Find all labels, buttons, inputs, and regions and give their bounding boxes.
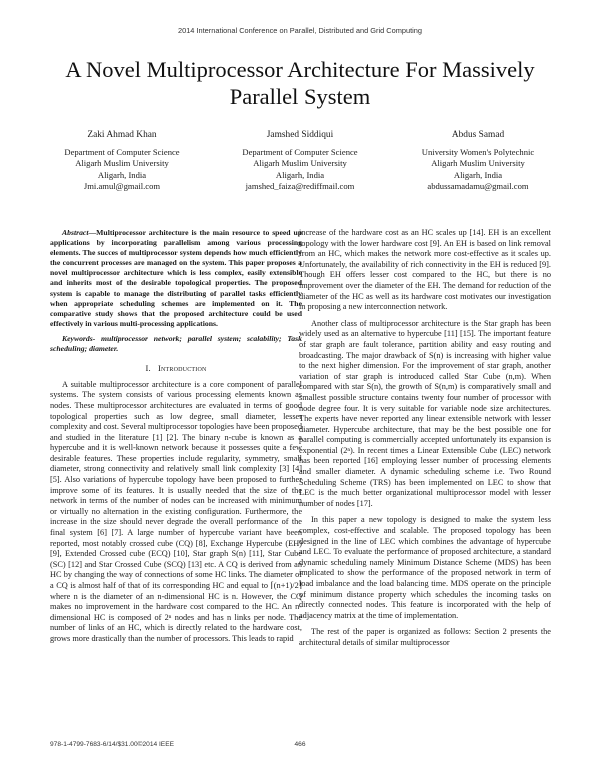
author-block bbox=[38, 130, 562, 193]
section-title: Introduction bbox=[157, 363, 207, 374]
paper-title: A Novel Multiprocessor Architecture For Massively Parallel System bbox=[65, 57, 535, 109]
abstract bbox=[50, 228, 302, 329]
left-column bbox=[50, 228, 302, 645]
author-email: jamshed_faiza@rediffmail.com bbox=[245, 181, 355, 192]
author-email: abdussamadamu@gmail.com bbox=[427, 181, 529, 192]
author-university: Aligarh Muslim University bbox=[253, 158, 347, 169]
abstract-text: —Multiprocessor architecture is the main resource to speed up applications by incorporating parallelism among various processing elements. The succes of multiprocessor system depends how much efficiently the concurrent processes are managed on the system. This paper proposes a novel multiprocessor architecture which is less complex, easily extensible and inherits most of the desirable topological properties. The proposed system is capable to manage the distributing of parallel tasks efficiently when appropriate scheduling schemes are implemented on it. The comparative study shows that the proposed architecture could be used effectively in various multi-processing applications. bbox=[50, 228, 302, 328]
author-2 bbox=[216, 130, 384, 193]
right-column bbox=[299, 228, 551, 649]
author-department: University Women's Polytechnic bbox=[421, 146, 535, 157]
abstract-label: Abstract bbox=[62, 228, 89, 237]
author-department: Department of Computer Science bbox=[64, 146, 180, 157]
body-paragraph: Another class of multiprocessor architecture is the Star graph has been widely used as an alternative to hypercube [11] [15]. The important feature of star graph are fault tolerance, partition ability and easy routing and broadcasting. The major drawback of S(n) is increasing with higher value to the next higher dimension. For the improvement of star graph, another variation of star graph is introduced called Star Cube (n,m). When compared with star S(n), the growth of S(n,m) is comparatively small and smallest possible structure contains twenty four number of processor with node degree four. It is very suitable for variable node size architectures. The experts have never reported any linear extensible network with lesser diameter. Hypercube architecture, that may be the best possible one for parallel computing is commercially accepted unfortunately its expansion is exponential (2ⁿ). In recent times a Linear Extensible Cube (LEC) network has been reported [16] employing lesser number of processing elements and smaller diameter. A dynamic scheduling scheme i.e. Two Round Scheduling Scheme (TRS) has been implemented on LEC to show that LEC is the much better organizational multiprocessor model with lesser number of nodes [17]. bbox=[299, 318, 551, 508]
footer-isbn: 978-1-4799-7683-6/14/$31.00©2014 IEEE bbox=[50, 741, 175, 748]
section-number: I. bbox=[145, 363, 151, 374]
author-city: Aligarh, India bbox=[97, 169, 147, 180]
section-heading bbox=[50, 363, 302, 374]
body-paragraph: increase of the hardware cost as an HC scales up [14]. EH is an excellent topology with the lower hardware cost [9]. An EH is based on link removal from an HC, which makes the network more cost-effective as it scales up. Unfortunately, the availability of rich connectivity in the EH is reduced [9]. Though EH offers lesser cost compared to the HC, but there is no improvement over the diameter of the EH. The demand for reduction of the diameter of the HC as well as its hardware cost motivates our investigation in proposing a new interconnection network. bbox=[299, 228, 551, 312]
running-head: 2014 International Conference on Parallel, Distributed and Grid Computing bbox=[177, 26, 423, 35]
author-name: Zaki Ahmad Khan bbox=[87, 130, 157, 140]
author-email: Jmi.amul@gmail.com bbox=[83, 181, 161, 192]
page-number: 466 bbox=[294, 741, 306, 748]
author-city: Aligarh, India bbox=[275, 169, 325, 180]
author-city: Aligarh, India bbox=[453, 169, 503, 180]
author-university: Aligarh Muslim University bbox=[75, 158, 169, 169]
keywords: Keywords- multiprocessor network; parallel system; scalability; Task scheduling; diameter. bbox=[50, 333, 302, 354]
author-university: Aligarh Muslim University bbox=[431, 158, 525, 169]
body-paragraph: A suitable multiprocessor architecture is a core component of parallel systems. The system consists of various processing elements known as nodes. These multiprocessor architectures are evaluated in terms of good topological properties such as low degree, small diameter, lesser complexity and cost. Several multiprocessor topologies have been proposed and studied in the literature [1] [2]. The binary n-cube is known as a hypercube and it is well-known network because it possesses quite a few desirable features. These properties include regularity, symmetry, small diameter, strong connectivity and relatively small link complexity [3] [4] [5]. Also variations of hypercube topology have been proposed to further improve some of its features. It is usually needed that the size of the network in terms of the number of nodes can be increased with minimum or virtually no alternation in the existing configuration. Furthermore, the increase in the size should never degrade the overall performance of the final system [6] [7]. A large number of hypercube variant have been reported, most notably crossed cube (CQ) [8], Exchange Hypercube (EH) [9], Extended Crossed cube (ECQ) [10], Star graph S(n) [11], Star Cube (SC) [12] and Star Crossed Cube (SCQ) [13] etc. A CQ is derived from an HC by changing the way of connections of some HC links. The diameter of a CQ is almost half of that of its corresponding HC and equal to ⌈(n+1)/2⌉ where n is the diameter of an n-dimensional HC is n. However, the CQ makes no improvement in the hardware cost compared to the HC. An n-dimensional HC is composed of 2ⁿ nodes and has n links per node. The number of links of an HC, which is directly related to the hardware cost, grows more drastically than the number of processors. This leads to rapid bbox=[50, 379, 302, 643]
author-department: Department of Computer Science bbox=[242, 146, 358, 157]
author-1 bbox=[38, 130, 206, 193]
body-paragraph: The rest of the paper is organized as follows: Section 2 presents the architectural details of similar multiprocessor bbox=[299, 627, 551, 647]
author-name: Jamshed Siddiqui bbox=[266, 130, 334, 140]
body-paragraph: In this paper a new topology is designed to make the system less complex, cost-effective and scalable. The proposed topology has been designed in the line of LEC which combines the advantage of hypercube and LEC. To evaluate the performance of proposed architecture, a standard dynamic scheduling namely Minimum Distance Scheme (MDS) has been implicated to show the performance of the proposed network in term of load imbalance and the load balancing time. MDS operate on the principle of minimum distance property which schedules the incoming tasks on directly connected nodes. This feature is incorporated with the help of adjacency matrix at the time of implementation. bbox=[299, 515, 551, 620]
author-name: Abdus Samad bbox=[451, 130, 505, 140]
author-3 bbox=[394, 130, 562, 193]
